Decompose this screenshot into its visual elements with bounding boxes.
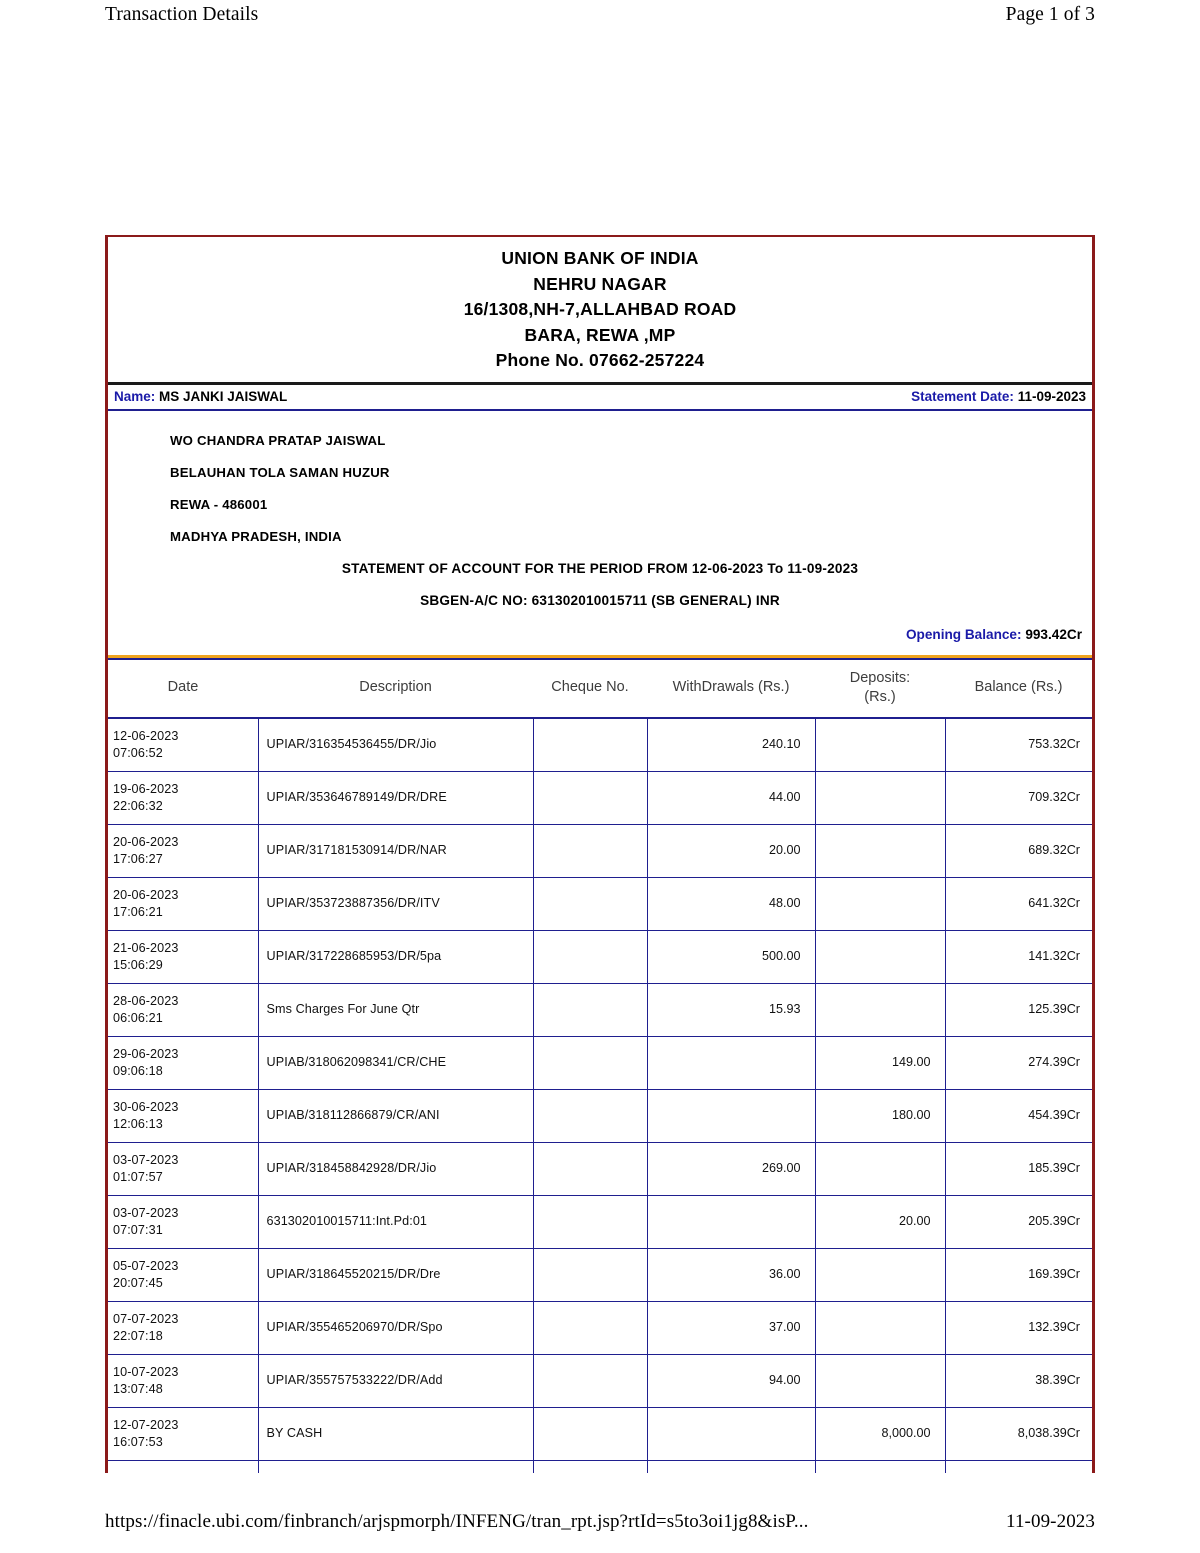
statement-date (911, 389, 1086, 404)
name-label: Name: (114, 388, 156, 404)
deposits-header-line1: Deposits: (849, 669, 911, 686)
cell-balance: 709.32Cr (945, 771, 1092, 824)
column-header-description: Description (359, 679, 432, 695)
cell-deposit (815, 1301, 945, 1354)
statement-document (105, 235, 1095, 1473)
cell-balance: 274.39Cr (945, 1036, 1092, 1089)
print-footer (105, 1511, 1095, 1533)
address-line: MADHYA PRADESH, INDIA (170, 528, 342, 544)
cell-withdrawal (647, 1195, 815, 1248)
cell-description: UPIAR/353646789149/DR/DRE (258, 771, 533, 824)
cell-date-day: 10-07-2023 (113, 1365, 179, 1379)
cell-cheque-no (533, 983, 647, 1036)
cell-balance: 141.32Cr (945, 930, 1092, 983)
branch-address-line1: 16/1308,NH-7,ALLAHBAD ROAD (463, 299, 737, 319)
opening-balance (108, 617, 1092, 649)
cell-withdrawal: 37.00 (647, 1301, 815, 1354)
cell-date-day: 19-06-2023 (113, 782, 179, 796)
table-row (108, 930, 1092, 983)
account-holder-name (114, 389, 287, 404)
table-row (108, 1407, 1092, 1460)
print-footer-date: 11-09-2023 (1006, 1511, 1095, 1532)
cell-partial (815, 1460, 945, 1473)
cell-deposit (815, 930, 945, 983)
cell-deposit (815, 877, 945, 930)
cell-cheque-no (533, 718, 647, 772)
cell-withdrawal: 44.00 (647, 771, 815, 824)
bank-masthead (108, 237, 1092, 385)
table-row (108, 1195, 1092, 1248)
table-row (108, 1036, 1092, 1089)
cell-balance: 8,038.39Cr (945, 1407, 1092, 1460)
cell-cheque-no (533, 1354, 647, 1407)
cell-balance: 753.32Cr (945, 718, 1092, 772)
cell-deposit (815, 771, 945, 824)
table-row (108, 1301, 1092, 1354)
cell-description: UPIAR/318645520215/DR/Dre (258, 1248, 533, 1301)
cell-partial (108, 1460, 258, 1473)
cell-description: UPIAR/317181530914/DR/NAR (258, 824, 533, 877)
cell-date-time: 20:07:45 (113, 1275, 163, 1290)
cell-description: BY CASH (258, 1407, 533, 1460)
cell-deposit: 180.00 (815, 1089, 945, 1142)
cell-date-day: 21-06-2023 (113, 941, 179, 955)
cell-date-day: 03-07-2023 (113, 1153, 179, 1167)
cell-description: UPIAB/318062098341/CR/CHE (258, 1036, 533, 1089)
cell-date-day: 12-06-2023 (113, 729, 179, 743)
cell-cheque-no (533, 771, 647, 824)
cell-deposit (815, 983, 945, 1036)
cell-balance: 205.39Cr (945, 1195, 1092, 1248)
cell-date-day: 12-07-2023 (113, 1418, 179, 1432)
branch-phone: Phone No. 07662-257224 (495, 350, 705, 370)
cell-deposit (815, 824, 945, 877)
table-row (108, 1248, 1092, 1301)
cell-deposit: 8,000.00 (815, 1407, 945, 1460)
transactions-table (108, 660, 1092, 1473)
table-row-partial (108, 1460, 1092, 1473)
cell-date (108, 877, 258, 930)
column-header-date: Date (167, 679, 199, 695)
cell-balance: 454.39Cr (945, 1089, 1092, 1142)
cell-balance: 125.39Cr (945, 983, 1092, 1036)
cell-date-time: 07:07:31 (113, 1222, 163, 1237)
cell-cheque-no (533, 824, 647, 877)
table-row (108, 718, 1092, 772)
cell-date-day: 30-06-2023 (113, 1100, 179, 1114)
cell-date-time: 16:07:53 (113, 1434, 163, 1449)
cell-withdrawal: 20.00 (647, 824, 815, 877)
table-row (108, 1142, 1092, 1195)
table-row (108, 824, 1092, 877)
cell-date (108, 718, 258, 772)
table-header-row (108, 660, 1092, 718)
column-header-balance: Balance (Rs.) (974, 679, 1063, 695)
opening-balance-value: 993.42Cr (1025, 626, 1082, 642)
cell-date-day: 20-06-2023 (113, 888, 179, 902)
cell-cheque-no (533, 1407, 647, 1460)
cell-withdrawal: 15.93 (647, 983, 815, 1036)
cell-withdrawal: 240.10 (647, 718, 815, 772)
address-line: REWA - 486001 (170, 496, 268, 512)
cell-date-day: 28-06-2023 (113, 994, 179, 1008)
table-row (108, 1354, 1092, 1407)
deposits-header-line2: (Rs.) (864, 688, 896, 705)
cell-balance: 132.39Cr (945, 1301, 1092, 1354)
print-header (105, 4, 1095, 26)
column-header-cheque-no: Cheque No. (551, 679, 629, 695)
print-header-title: Transaction Details (105, 4, 259, 25)
statement-period: STATEMENT OF ACCOUNT FOR THE PERIOD FROM 12-06-2023 To 11-09-2023 (341, 560, 859, 576)
cell-cheque-no (533, 1036, 647, 1089)
account-number-line: SBGEN-A/C NO: 631302010015711 (SB GENERAL) INR (420, 592, 780, 608)
cell-description: UPIAB/318112866879/CR/ANI (258, 1089, 533, 1142)
cell-description: 631302010015711:Int.Pd:01 (258, 1195, 533, 1248)
print-footer-url: https://finacle.ubi.com/finbranch/arjspmorph/INFENG/tran_rpt.jsp?rtId=s5to3oi1jg8&isP... (105, 1511, 809, 1532)
cell-description: UPIAR/355465206970/DR/Spo (258, 1301, 533, 1354)
column-header-withdrawals: WithDrawals (Rs.) (672, 679, 790, 695)
cell-cheque-no (533, 930, 647, 983)
cell-date (108, 1248, 258, 1301)
cell-cheque-no (533, 1301, 647, 1354)
cell-date-day: 05-07-2023 (113, 1259, 179, 1273)
cell-withdrawal: 269.00 (647, 1142, 815, 1195)
table-row (108, 877, 1092, 930)
bank-name: UNION BANK OF INDIA (501, 248, 699, 268)
cell-date-time: 12:06:13 (113, 1116, 163, 1131)
cell-withdrawal: 36.00 (647, 1248, 815, 1301)
cell-description: UPIAR/316354536455/DR/Jio (258, 718, 533, 772)
cell-balance: 689.32Cr (945, 824, 1092, 877)
cell-withdrawal: 48.00 (647, 877, 815, 930)
cell-partial (533, 1460, 647, 1473)
cell-description: Sms Charges For June Qtr (258, 983, 533, 1036)
cell-balance: 185.39Cr (945, 1142, 1092, 1195)
cell-deposit (815, 718, 945, 772)
cell-description: UPIAR/317228685953/DR/5pa (258, 930, 533, 983)
cell-date-time: 06:06:21 (113, 1010, 163, 1025)
cell-withdrawal (647, 1407, 815, 1460)
cell-partial (258, 1460, 533, 1473)
cell-cheque-no (533, 1142, 647, 1195)
cell-date (108, 1407, 258, 1460)
cell-balance: 169.39Cr (945, 1248, 1092, 1301)
statement-date-value: 11-09-2023 (1017, 388, 1086, 404)
cell-deposit: 149.00 (815, 1036, 945, 1089)
cell-date-time: 17:06:27 (113, 851, 163, 866)
cell-date-time: 01:07:57 (113, 1169, 163, 1184)
cell-withdrawal: 500.00 (647, 930, 815, 983)
cell-description: UPIAR/355757533222/DR/Add (258, 1354, 533, 1407)
cell-date-day: 29-06-2023 (113, 1047, 179, 1061)
transactions-body (108, 718, 1092, 1473)
cell-date (108, 1142, 258, 1195)
table-row (108, 1089, 1092, 1142)
cell-deposit (815, 1248, 945, 1301)
cell-date (108, 930, 258, 983)
cell-deposit (815, 1354, 945, 1407)
cell-cheque-no (533, 877, 647, 930)
cell-cheque-no (533, 1248, 647, 1301)
cell-date-time: 22:07:18 (113, 1328, 163, 1343)
cell-date-time: 22:06:32 (113, 798, 163, 813)
cell-description: UPIAR/353723887356/DR/ITV (258, 877, 533, 930)
address-line: WO CHANDRA PRATAP JAISWAL (170, 432, 386, 448)
opening-balance-label: Opening Balance: (905, 626, 1022, 642)
cell-withdrawal (647, 1036, 815, 1089)
cell-cheque-no (533, 1089, 647, 1142)
cell-withdrawal (647, 1089, 815, 1142)
cell-date-day: 03-07-2023 (113, 1206, 179, 1220)
cell-date (108, 1089, 258, 1142)
cell-balance: 641.32Cr (945, 877, 1092, 930)
table-row (108, 983, 1092, 1036)
transactions-section (108, 658, 1092, 1473)
cell-deposit: 20.00 (815, 1195, 945, 1248)
cell-date (108, 1354, 258, 1407)
cell-date (108, 1301, 258, 1354)
cell-partial (945, 1460, 1092, 1473)
cell-deposit (815, 1142, 945, 1195)
cell-date (108, 983, 258, 1036)
cell-withdrawal: 94.00 (647, 1354, 815, 1407)
column-header-deposits (815, 660, 945, 718)
account-holder-band (108, 385, 1092, 411)
cell-date-time: 15:06:29 (113, 957, 163, 972)
name-value: MS JANKI JAISWAL (159, 388, 288, 404)
statement-date-label: Statement Date: (911, 388, 1014, 404)
address-line: BELAUHAN TOLA SAMAN HUZUR (170, 464, 390, 480)
cell-date-time: 09:06:18 (113, 1063, 163, 1078)
cell-date-time: 07:06:52 (113, 745, 163, 760)
cell-cheque-no (533, 1195, 647, 1248)
cell-partial (647, 1460, 815, 1473)
cell-balance: 38.39Cr (945, 1354, 1092, 1407)
branch-name: NEHRU NAGAR (533, 273, 667, 294)
cell-date (108, 824, 258, 877)
cell-date-time: 17:06:21 (113, 904, 163, 919)
cell-date-day: 20-06-2023 (113, 835, 179, 849)
table-row (108, 771, 1092, 824)
address-block (108, 411, 1092, 655)
cell-date-time: 13:07:48 (113, 1381, 163, 1396)
cell-date-day: 07-07-2023 (113, 1312, 179, 1326)
branch-address-line2: BARA, REWA ,MP (524, 324, 676, 345)
cell-date (108, 1036, 258, 1089)
cell-date (108, 1195, 258, 1248)
print-header-page-indicator: Page 1 of 3 (1005, 4, 1095, 25)
cell-date (108, 771, 258, 824)
cell-description: UPIAR/318458842928/DR/Jio (258, 1142, 533, 1195)
